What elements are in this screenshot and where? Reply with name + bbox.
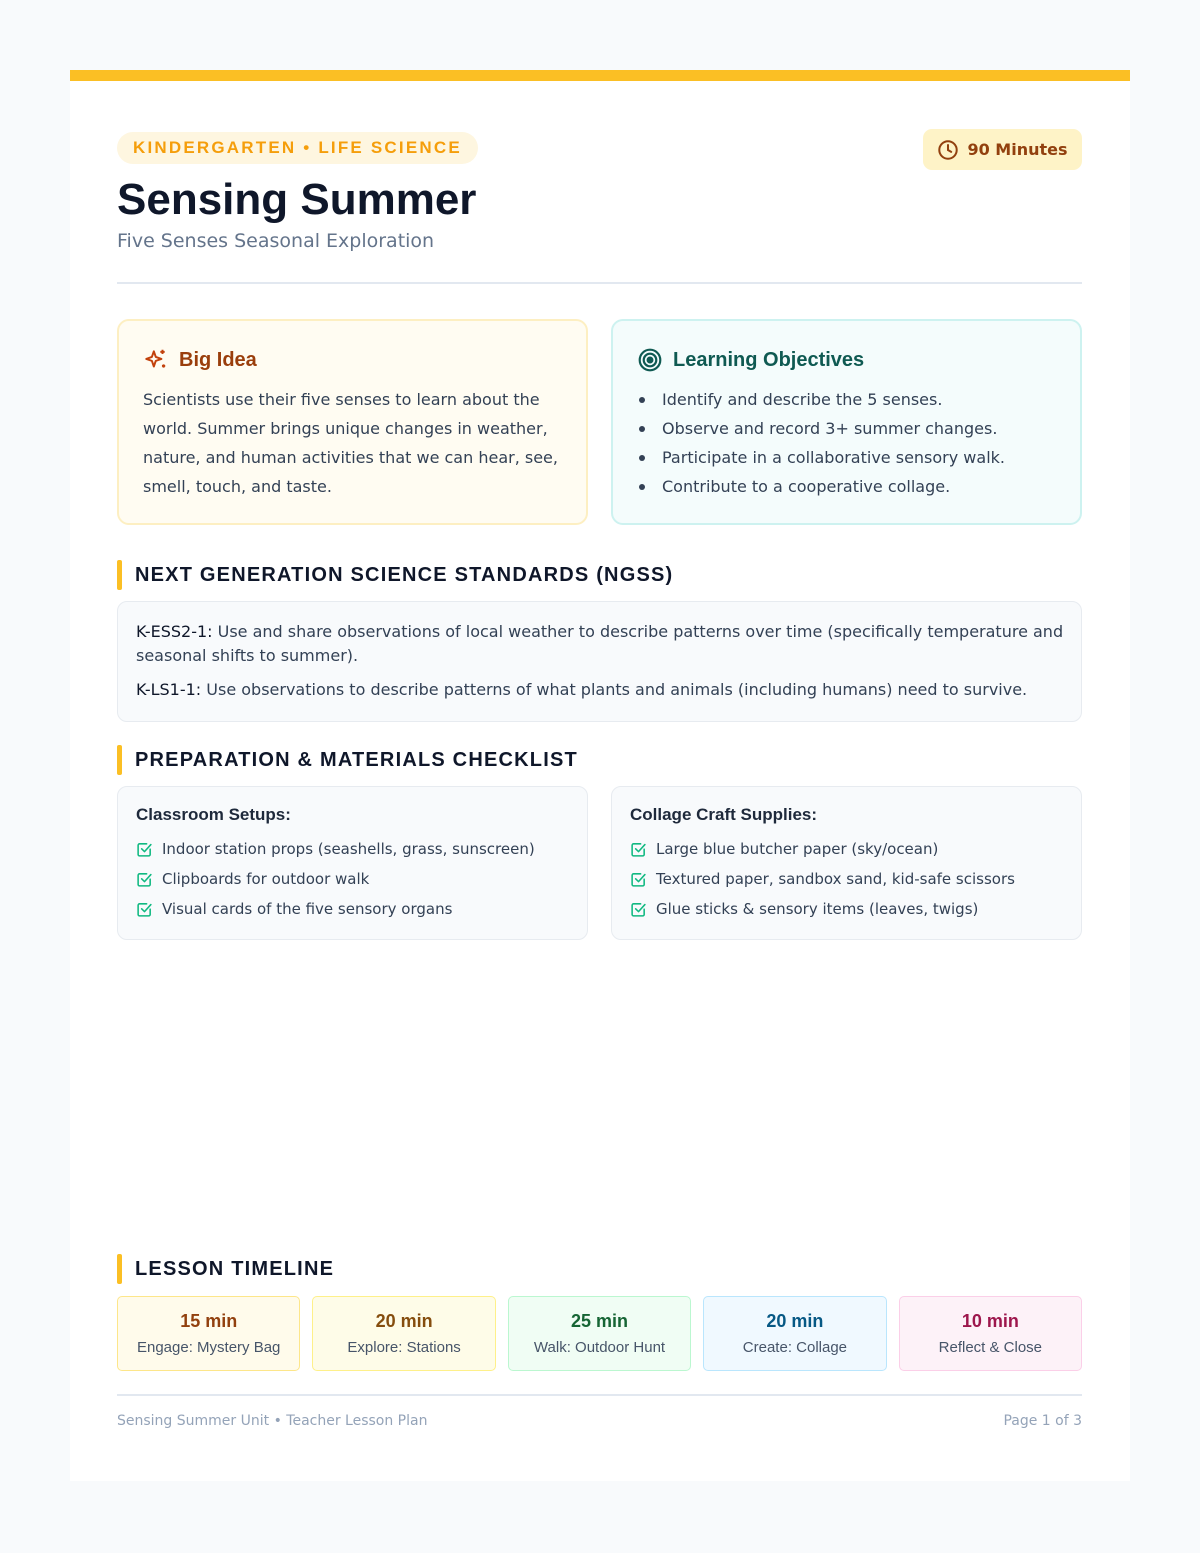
checklist-item-text: Textured paper, sandbox sand, kid-safe scissors bbox=[656, 870, 1015, 888]
supply-list bbox=[136, 834, 535, 924]
timeline-step-explore bbox=[312, 1296, 495, 1371]
supply-group-title: Collage Craft Supplies: bbox=[630, 805, 818, 824]
list-item: Observe and record 3+ summer changes. bbox=[637, 414, 1005, 443]
list-item: Contribute to a cooperative collage. bbox=[637, 472, 1005, 501]
ngss-section-heading bbox=[117, 560, 673, 590]
ngss-heading-text: NEXT GENERATION SCIENCE STANDARDS (NGSS) bbox=[135, 563, 674, 586]
checklist-item-text: Visual cards of the five sensory organs bbox=[162, 900, 453, 918]
checkbox-checked-icon bbox=[136, 871, 153, 888]
supply-list bbox=[630, 834, 1015, 924]
materials-heading-text: PREPARATION & MATERIALS CHECKLIST bbox=[135, 748, 578, 771]
standard-item bbox=[136, 678, 1066, 702]
learning-objectives-heading bbox=[637, 347, 864, 373]
timeline-step-create bbox=[703, 1296, 886, 1371]
page-subtitle: Five Senses Seasonal Exploration bbox=[117, 230, 435, 252]
timeline-step-label: Walk: Outdoor Hunt bbox=[533, 1339, 666, 1356]
duration-text: 90 Minutes bbox=[967, 140, 1068, 159]
checklist-item bbox=[136, 834, 535, 864]
lesson-timeline bbox=[117, 1296, 1082, 1371]
checklist-item-text: Glue sticks & sensory items (leaves, twigs) bbox=[656, 900, 979, 918]
ngss-standards-box bbox=[117, 601, 1082, 722]
checklist-item-text: Indoor station props (seashells, grass, sunscreen) bbox=[162, 840, 535, 858]
big-idea-text: Scientists use their five senses to learn about the world. Summer brings unique changes in weather, nature, and human activities that we can hear, see, smell, touch, and taste. bbox=[143, 390, 558, 496]
checklist-item bbox=[630, 894, 1015, 924]
duration-badge bbox=[923, 129, 1082, 170]
list-item: Identify and describe the 5 senses. bbox=[637, 385, 1005, 414]
sparkles-icon bbox=[143, 347, 169, 373]
objectives-list bbox=[637, 385, 1005, 501]
timeline-step-minutes: 20 min bbox=[375, 1311, 433, 1331]
timeline-section-heading bbox=[117, 1254, 334, 1284]
footer-unit-label: Sensing Summer Unit • Teacher Lesson Plan bbox=[117, 1413, 428, 1429]
timeline-step-minutes: 25 min bbox=[571, 1311, 629, 1331]
timeline-step-minutes: 20 min bbox=[766, 1311, 824, 1331]
collage-supplies-box bbox=[611, 786, 1082, 940]
page-number: Page 1 of 3 bbox=[1003, 1413, 1082, 1429]
standard-text: Use observations to describe patterns of what plants and animals (including humans) need to survive. bbox=[201, 680, 1028, 699]
footer-divider bbox=[117, 1394, 1082, 1396]
target-icon bbox=[637, 347, 663, 373]
checklist-item-text: Clipboards for outdoor walk bbox=[162, 870, 370, 888]
timeline-step-label: Explore: Stations bbox=[347, 1339, 461, 1356]
timeline-step-engage bbox=[117, 1296, 300, 1371]
learning-objectives-title: Learning Objectives bbox=[673, 348, 865, 371]
checklist-item bbox=[630, 864, 1015, 894]
standard-code: K-ESS2-1: bbox=[136, 622, 213, 641]
timeline-step-minutes: 10 min bbox=[961, 1311, 1019, 1331]
checkbox-checked-icon bbox=[630, 871, 647, 888]
standard-code: K-LS1-1: bbox=[136, 680, 202, 699]
checkbox-checked-icon bbox=[630, 901, 647, 918]
clock-icon bbox=[937, 139, 959, 161]
list-item: Participate in a collaborative sensory walk. bbox=[637, 443, 1005, 472]
checkbox-checked-icon bbox=[630, 841, 647, 858]
checkbox-checked-icon bbox=[136, 901, 153, 918]
standard-item bbox=[136, 620, 1066, 668]
lesson-plan-page bbox=[70, 70, 1130, 1481]
checklist-item bbox=[136, 864, 535, 894]
timeline-step-minutes: 15 min bbox=[180, 1311, 238, 1331]
supply-group-title: Classroom Setups: bbox=[136, 805, 291, 824]
section-accent-bar bbox=[117, 745, 122, 775]
timeline-step-label: Reflect & Close bbox=[938, 1339, 1043, 1356]
checklist-item bbox=[136, 894, 535, 924]
learning-objectives-card bbox=[611, 319, 1082, 525]
checklist-item bbox=[630, 834, 1015, 864]
big-idea-card bbox=[117, 319, 588, 525]
grade-subject-tag: KINDERGARTEN • LIFE SCIENCE bbox=[117, 132, 478, 164]
timeline-step-reflect bbox=[899, 1296, 1082, 1371]
section-accent-bar bbox=[117, 1254, 122, 1284]
big-idea-heading bbox=[143, 347, 257, 373]
header-divider bbox=[117, 282, 1082, 284]
section-accent-bar bbox=[117, 560, 122, 590]
materials-section-heading bbox=[117, 745, 578, 775]
classroom-setups-box bbox=[117, 786, 588, 940]
accent-top-bar bbox=[70, 70, 1130, 81]
standard-text: Use and share observations of local weather to describe patterns over time (specifically temperature and seasonal shifts to summer). bbox=[136, 622, 1064, 665]
timeline-step-label: Engage: Mystery Bag bbox=[136, 1339, 281, 1356]
checkbox-checked-icon bbox=[136, 841, 153, 858]
timeline-step-label: Create: Collage bbox=[742, 1339, 848, 1356]
checklist-item-text: Large blue butcher paper (sky/ocean) bbox=[656, 840, 939, 858]
page-title: Sensing Summer bbox=[117, 175, 477, 224]
big-idea-title: Big Idea bbox=[179, 348, 257, 371]
timeline-heading-text: LESSON TIMELINE bbox=[135, 1257, 335, 1280]
timeline-step-walk bbox=[508, 1296, 691, 1371]
